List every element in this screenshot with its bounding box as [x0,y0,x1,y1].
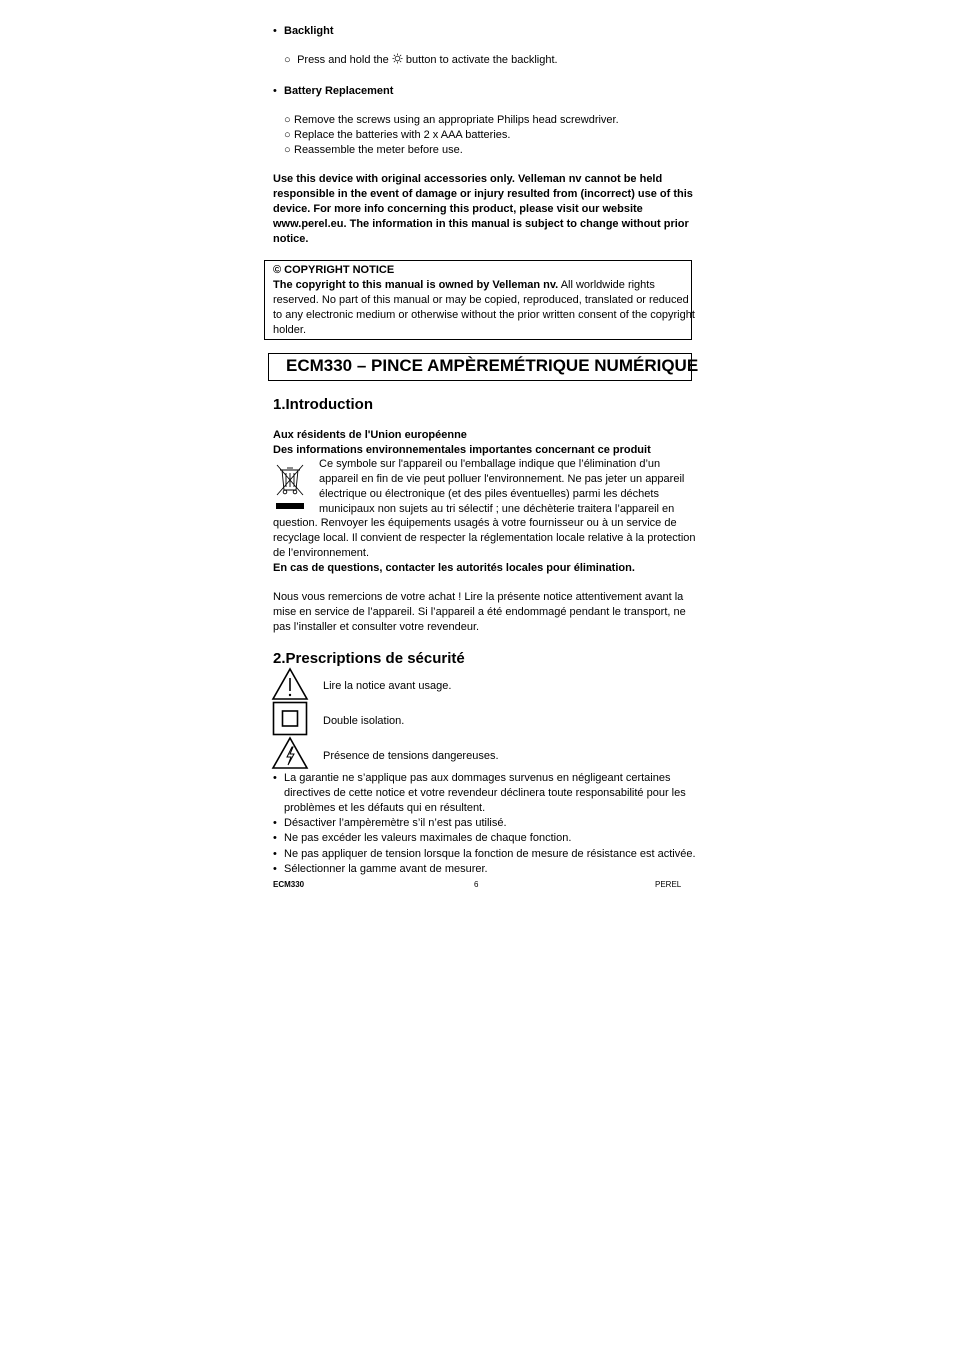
double-insulation-icon [272,701,308,736]
safety-bullet: • [273,817,277,829]
safety-bullet: • [273,832,277,844]
battery-bullet: • [273,85,277,97]
backlight-step-after: button to activate the backlight. [405,54,558,66]
battery-step: ○ Replace the batteries with 2 x AAA batteries. [284,129,511,141]
contact-note: En cas de questions, contacter les autorités locales pour élimination. [273,562,635,574]
backlight-step-before: Press and hold the [297,54,389,66]
safety-bullet: • [273,863,277,875]
thanks-paragraph: Nous vous remercions de votre achat ! Lire la présente notice attentivement avant la mise en service de l’appareil. Si l’appareil a été endommagé pendant le transport, ne pas l’installer et consulter votre revendeur. [273,591,686,633]
eu-title: Aux résidents de l'Union européenne [273,429,467,441]
weee-text-continued: question. Renvoyer les équipements usagés à votre fournisseur ou à un service de recyclage local. Il convient de respecter la réglementation locale relative à la protection de l’environnement. [273,517,696,559]
safety-item: Désactiver l’ampèremètre s’il n’est pas utilisé. [284,817,507,829]
page-title: ECM330 – PINCE AMPÈREMÉTRIQUE NUMÉRIQUE [286,356,699,375]
battery-step: ○ Remove the screws using an appropriate Philips head screwdriver. [284,114,619,126]
symbol-text: Double isolation. [323,715,405,727]
disclaimer-paragraph: Use this device with original accessories only. Velleman nv cannot be held responsible in the event of damage or injury resulted from (incorrect) use of this device. For more info concerning this product, please visit our website www.perel.eu. The information in this manual is subject to change without prior notice. [273,173,693,245]
safety-bullet: • [273,848,277,860]
safety-item: Sélectionner la gamme avant de mesurer. [284,863,488,875]
safety-bullet: • [273,772,277,784]
env-title: Des informations environnementales importantes concernant ce produit [273,444,651,456]
crossed-bin-icon [274,460,306,512]
battery-step: ○ Reassemble the meter before use. [284,144,463,156]
symbol-text: Présence de tensions dangereuses. [323,750,499,762]
sun-icon [392,53,403,64]
intro-heading: 1.Introduction [273,396,373,413]
safety-item: La garantie ne s’applique pas aux dommages survenus en négligeant certaines directives de cette notice et votre revendeur déclinera toute responsabilité pour les problèmes et les défauts qui en résultent. [284,772,686,814]
safety-item: Ne pas appliquer de tension lorsque la fonction de mesure de résistance est activée. [284,848,696,860]
warning-triangle-icon [271,667,309,701]
footer-page-number: 6 [474,880,479,889]
safety-heading: 2.Prescriptions de sécurité [273,650,465,667]
symbol-text: Lire la notice avant usage. [323,680,452,692]
backlight-bullet: • [273,25,277,37]
high-voltage-icon [271,736,309,770]
weee-text: Ce symbole sur l'appareil ou l'emballage indique que l’élimination d’un appareil en fin de vie peut polluer l'environnement. Ne pas jeter un appareil électrique ou électronique (et des piles éventuelles) parmi les déchets municipaux non sujets au tri sélectif ; une déchèterie traitera l’appareil en [319,458,685,515]
safety-item: Ne pas excéder les valeurs maximales de chaque fonction. [284,832,572,844]
backlight-heading: Backlight [284,25,334,37]
battery-heading: Battery Replacement [284,85,394,97]
circle-bullet-icon: ○ [284,54,291,66]
copyright-notice: © COPYRIGHT NOTICE The copyright to this manual is owned by Velleman nv. All worldwide rights reserved. No part of this manual or may be copied, reproduced, translated or reduced to any electronic medium or otherwise without the prior written consent of the copyright holder. [273,264,695,336]
footer-brand: PEREL [655,880,682,889]
backlight-step [284,53,558,68]
footer-model: ECM330 [273,880,305,889]
